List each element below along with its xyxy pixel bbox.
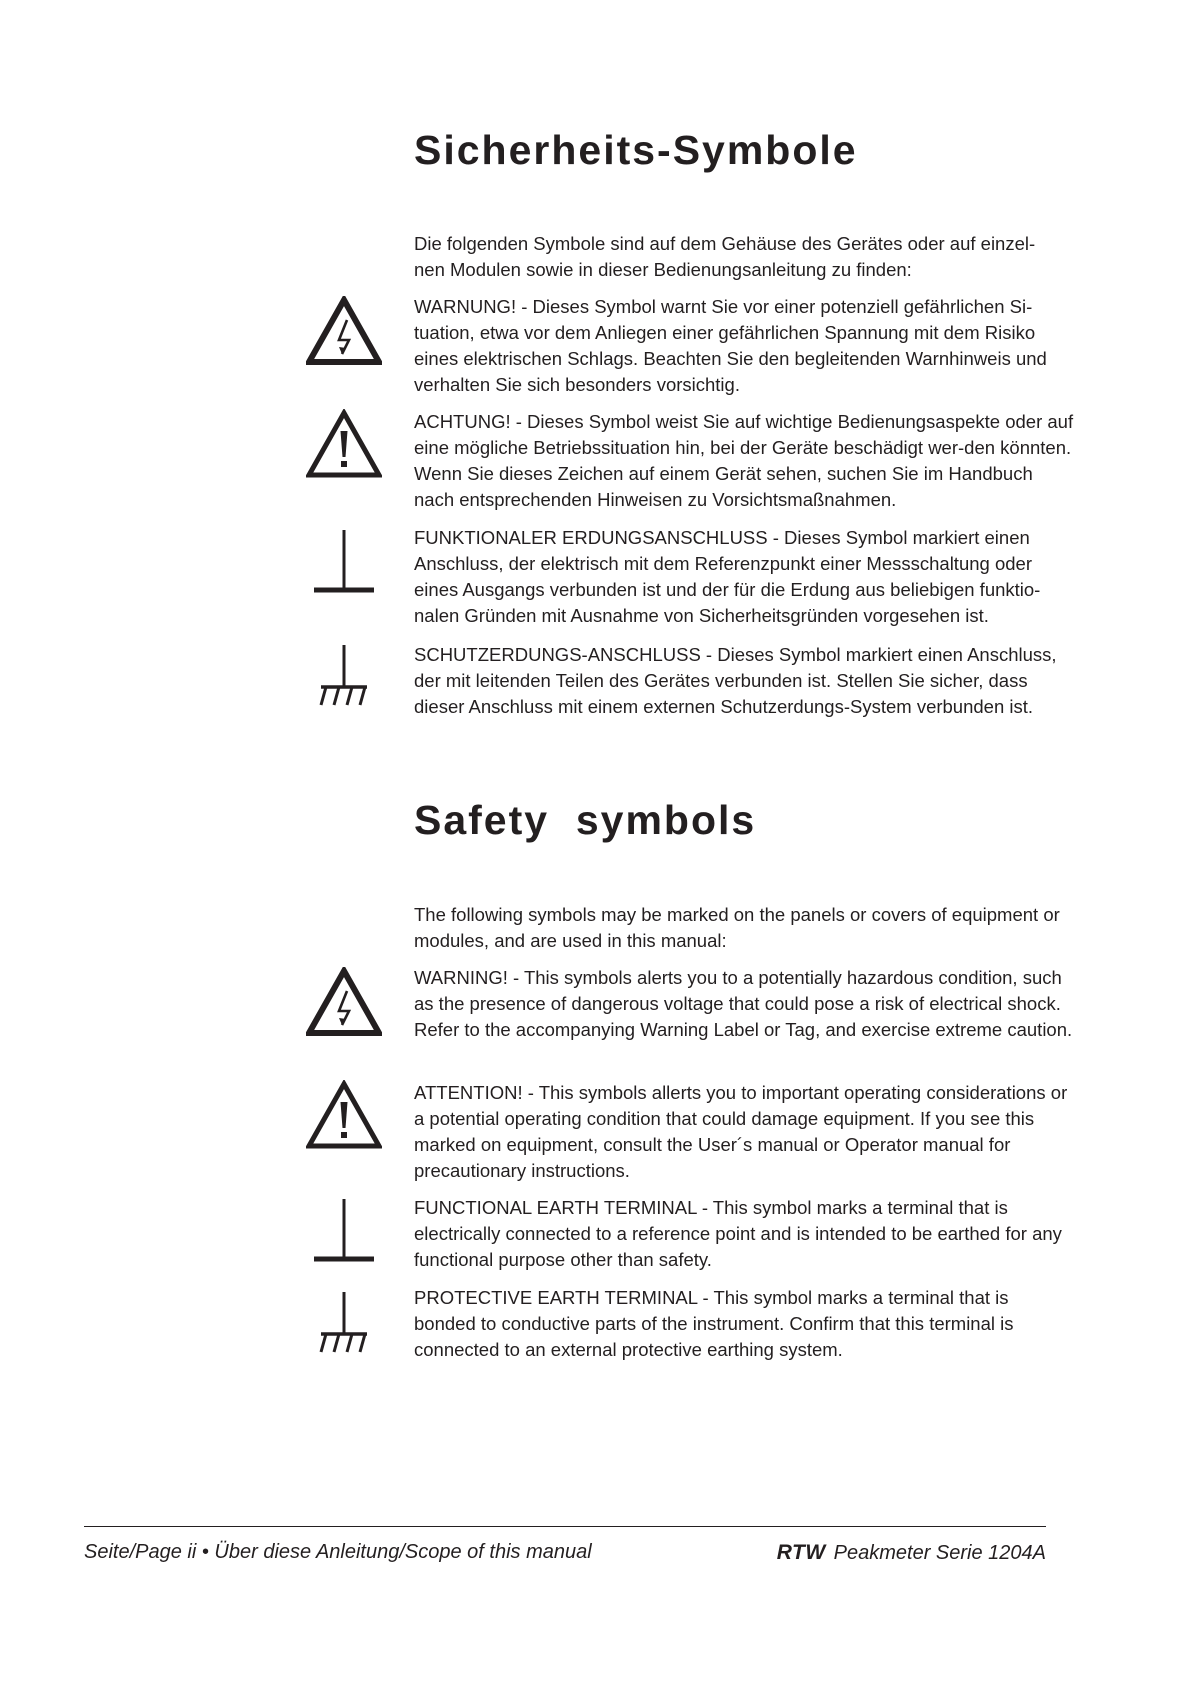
footer-divider: [84, 1526, 1046, 1527]
german-intro: Die folgenden Symbole sind auf dem Gehäuse des Gerätes oder auf einzel-nen Modulen sowie in dieser Bedienungsanleitung zu finden:: [414, 233, 1036, 280]
german-item-caution: [414, 409, 1074, 513]
german-item-functional-earth: [414, 525, 1074, 629]
high-voltage-warning-icon: [306, 967, 388, 1037]
english-item-attention-text: ATTENTION! - This symbols allerts you to important operating considerations or a potential operating condition that could damage equipment. If you see this marked on equipment, consult the User´s manual or Operator manual for precautionary instructions.: [414, 1082, 1068, 1181]
rtw-logo: RTW: [776, 1541, 826, 1564]
protective-earth-icon: [306, 1290, 388, 1358]
functional-earth-icon: [306, 528, 388, 596]
german-item-protective-earth-text: SCHUTZERDUNGS-ANSCHLUSS - Dieses Symbol markiert einen Anschluss, der mit leitenden Teilen des Gerätes verbunden ist. Stellen Sie sicher, dass dieser Anschluss mit einem externen Schutzerdungs-System verbunden ist.: [414, 644, 1057, 717]
footer-page-info: Seite/Page ii • Über diese Anleitung/Scope of this manual: [84, 1541, 592, 1563]
german-title-wrap: [414, 127, 1064, 173]
english-item-warning-text: WARNING! - This symbols alerts you to a potentially hazardous condition, such as the presence of dangerous voltage that could pose a risk of electrical shock. Refer to the accompanying Warning Label or Tag, and exercise extreme caution.: [414, 967, 1073, 1040]
english-item-functional-earth-text: FUNCTIONAL EARTH TERMINAL - This symbol marks a terminal that is electrically connected to a reference point and is intended to be earthed for any functional purpose other than safety.: [414, 1197, 1062, 1270]
english-intro: The following symbols may be marked on the panels or covers of equipment or modules, and are used in this manual:: [414, 904, 1060, 951]
protective-earth-icon: [306, 643, 388, 711]
german-item-functional-earth-text: FUNKTIONALER ERDUNGSANSCHLUSS - Dieses Symbol markiert einen Anschluss, der elektrisch mit dem Referenzpunkt einer Messschaltung oder eines Ausgangs verbunden ist und der für die Erdung aus beliebigen funktio-nalen Gründen mit Ausnahme von Sicherheitsgründen vorgesehen ist.: [414, 527, 1041, 626]
high-voltage-warning-icon: [306, 296, 388, 366]
functional-earth-icon: [306, 1197, 388, 1265]
german-item-caution-text: ACHTUNG! - Dieses Symbol weist Sie auf wichtige Bedienungsaspekte oder auf eine mögliche Betriebssituation hin, bei der Geräte beschädigt wer-den könnten. Wenn Sie dieses Zeichen auf einem Gerät sehen, suchen Sie im Handbuch nach entsprechenden Hinweisen zu Vorsichtsmaßnahmen.: [414, 411, 1074, 510]
english-item-protective-earth-text: PROTECTIVE EARTH TERMINAL - This symbol marks a terminal that is bonded to conductive parts of the instrument. Confirm that this terminal is connected to an external protective earthing system.: [414, 1287, 1014, 1360]
footer-product-name: Peakmeter Serie 1204A: [833, 1542, 1046, 1564]
caution-exclamation-icon: [306, 409, 388, 479]
german-item-warning: [414, 294, 1074, 398]
english-item-functional-earth: [414, 1195, 1074, 1273]
english-item-attention: [414, 1080, 1074, 1184]
page-title-german: Sicherheits-Symbole: [414, 127, 858, 173]
english-item-protective-earth: [414, 1285, 1074, 1363]
german-item-warning-text: WARNUNG! - Dieses Symbol warnt Sie vor einer potenziell gefährlichen Si-tuation, etwa vor dem Anliegen einer gefährlichen Spannung mit dem Risiko eines elektrischen Schlags. Beachten Sie den begleitenden Warnhinweis und verhalten Sie sich besonders vorsichtig.: [414, 296, 1047, 395]
page-title-english: Safety symbols: [414, 797, 757, 843]
caution-exclamation-icon: [306, 1080, 388, 1150]
german-intro-block: [414, 231, 1064, 283]
english-item-warning: [414, 965, 1074, 1043]
english-title-wrap: [414, 797, 1064, 843]
german-item-protective-earth: [414, 642, 1074, 720]
english-intro-block: [414, 902, 1074, 954]
footer-product: [777, 1541, 1046, 1565]
